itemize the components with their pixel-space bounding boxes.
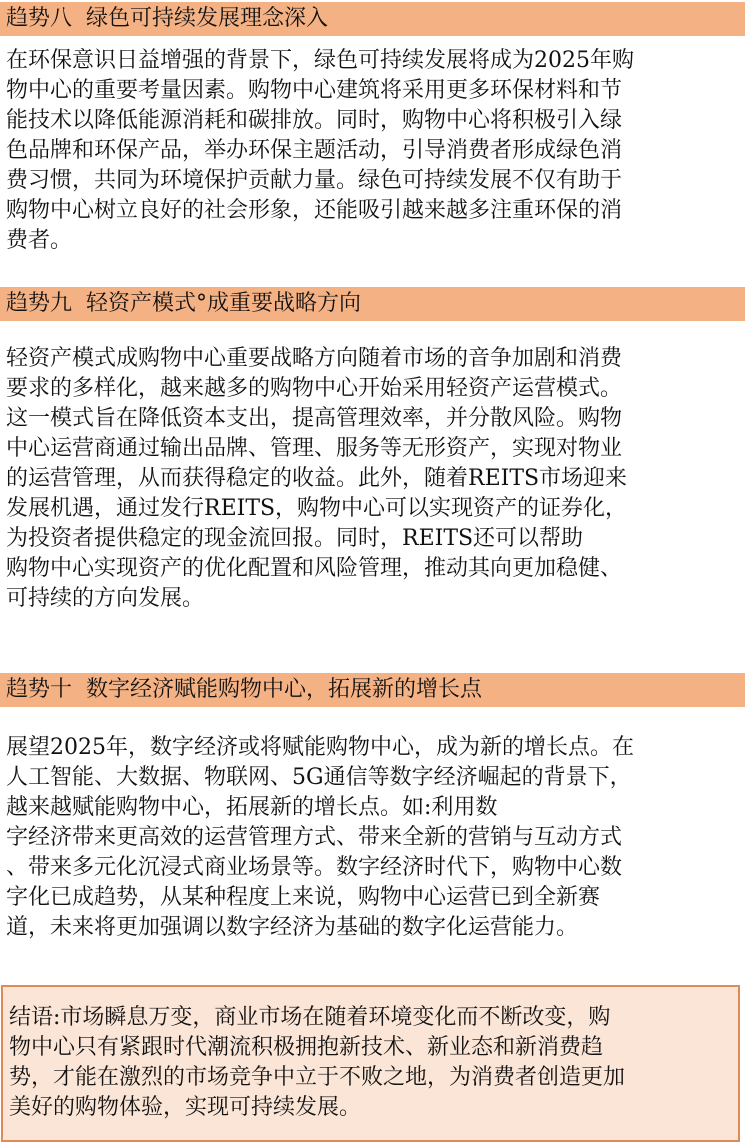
body-line: 发展机遇，通过发行REITS，购物中心可以实现资产的证券化，: [6, 496, 628, 521]
body-line: 色品牌和环保产品，举办环保主题活动，引导消费者形成绿色消: [6, 138, 623, 163]
section-body-trend-10: [0, 733, 745, 943]
body-line: 费者。: [6, 228, 73, 253]
body-line: 中心运营商通过输出品牌、管理、服务等无形资产，实现对物业: [6, 436, 623, 461]
body-line: 为投资者提供稳定的现金流回报。同时，REITS还可以帮助: [6, 526, 584, 551]
body-line: 费习惯，共同为环境保护贡献力量。绿色可持续发展不仅有助于: [6, 168, 623, 193]
body-line: 轻资产模式成购物中心重要战略方向随着市场的音争加剧和消费: [6, 346, 623, 371]
conclusion-line: 结语:市场瞬息万变，商业市场在随着环境变化而不断改变，购: [9, 1005, 611, 1030]
body-line: 在环保意识日益增强的背景下，绿色可持续发展将成为2025年购: [6, 48, 634, 73]
body-line: 可持续的方向发展。: [6, 586, 205, 611]
section-body-trend-8: [0, 46, 745, 256]
body-line: 的运营管理，从而获得稳定的收益。此外，随着REITS市场迎来: [6, 466, 628, 491]
body-line: 道，未来将更加强调以数字经济为基础的数字化运营能力。: [6, 915, 579, 940]
conclusion-box: [1, 985, 740, 1142]
section-heading-trend-10: 趋势十 数字经济赋能购物中心，拓展新的增长点: [0, 673, 745, 707]
section-body-trend-9: [0, 344, 745, 614]
conclusion-line: 势，才能在激烈的市场竞争中立于不败之地，为消费者创造更加: [9, 1065, 626, 1090]
body-line: 展望2025年，数字经济或将赋能购物中心，成为新的增长点。在: [6, 735, 634, 760]
body-line: 购物中心实现资产的优化配置和风险管理，推动其向更加稳健、: [6, 556, 623, 581]
body-line: 字化已成趋势，从某种程度上来说，购物中心运营已到全新赛: [6, 885, 601, 910]
body-line: 、带来多元化沉浸式商业场景等。数字经济时代下，购物中心数: [6, 855, 623, 880]
conclusion-line: 美好的购物体验，实现可持续发展。: [9, 1095, 362, 1120]
body-line: 物中心的重要考量因素。购物中心建筑将采用更多环保材料和节: [6, 78, 623, 103]
body-line: 要求的多样化，越来越多的购物中心开始采用轻资产运营模式。: [6, 376, 623, 401]
body-line: 能技术以降低能源消耗和碳排放。同时，购物中心将积极引入绿: [6, 108, 623, 133]
body-line: 购物中心树立良好的社会形象，还能吸引越来越多注重环保的消: [6, 198, 623, 223]
body-line: 这一模式旨在降低资本支出，提高管理效率，并分散风险。购物: [6, 406, 623, 431]
body-line: 人工智能、大数据、物联网、5G通信等数字经济崛起的背景下，: [6, 765, 632, 790]
body-line: 越来越赋能购物中心，拓展新的增长点。如:利用数: [6, 795, 498, 820]
section-heading-trend-9: 趋势九 轻资产模式°成重要战略方向: [0, 287, 745, 321]
conclusion-line: 物中心只有紧跟时代潮流积极拥抱新技术、新业态和新消费趋: [9, 1035, 604, 1060]
section-heading-trend-8: 趋势八 绿色可持续发展理念深入: [0, 2, 745, 36]
body-line: 字经济带来更高效的运营管理方式、带来全新的营销与互动方式: [6, 825, 623, 850]
